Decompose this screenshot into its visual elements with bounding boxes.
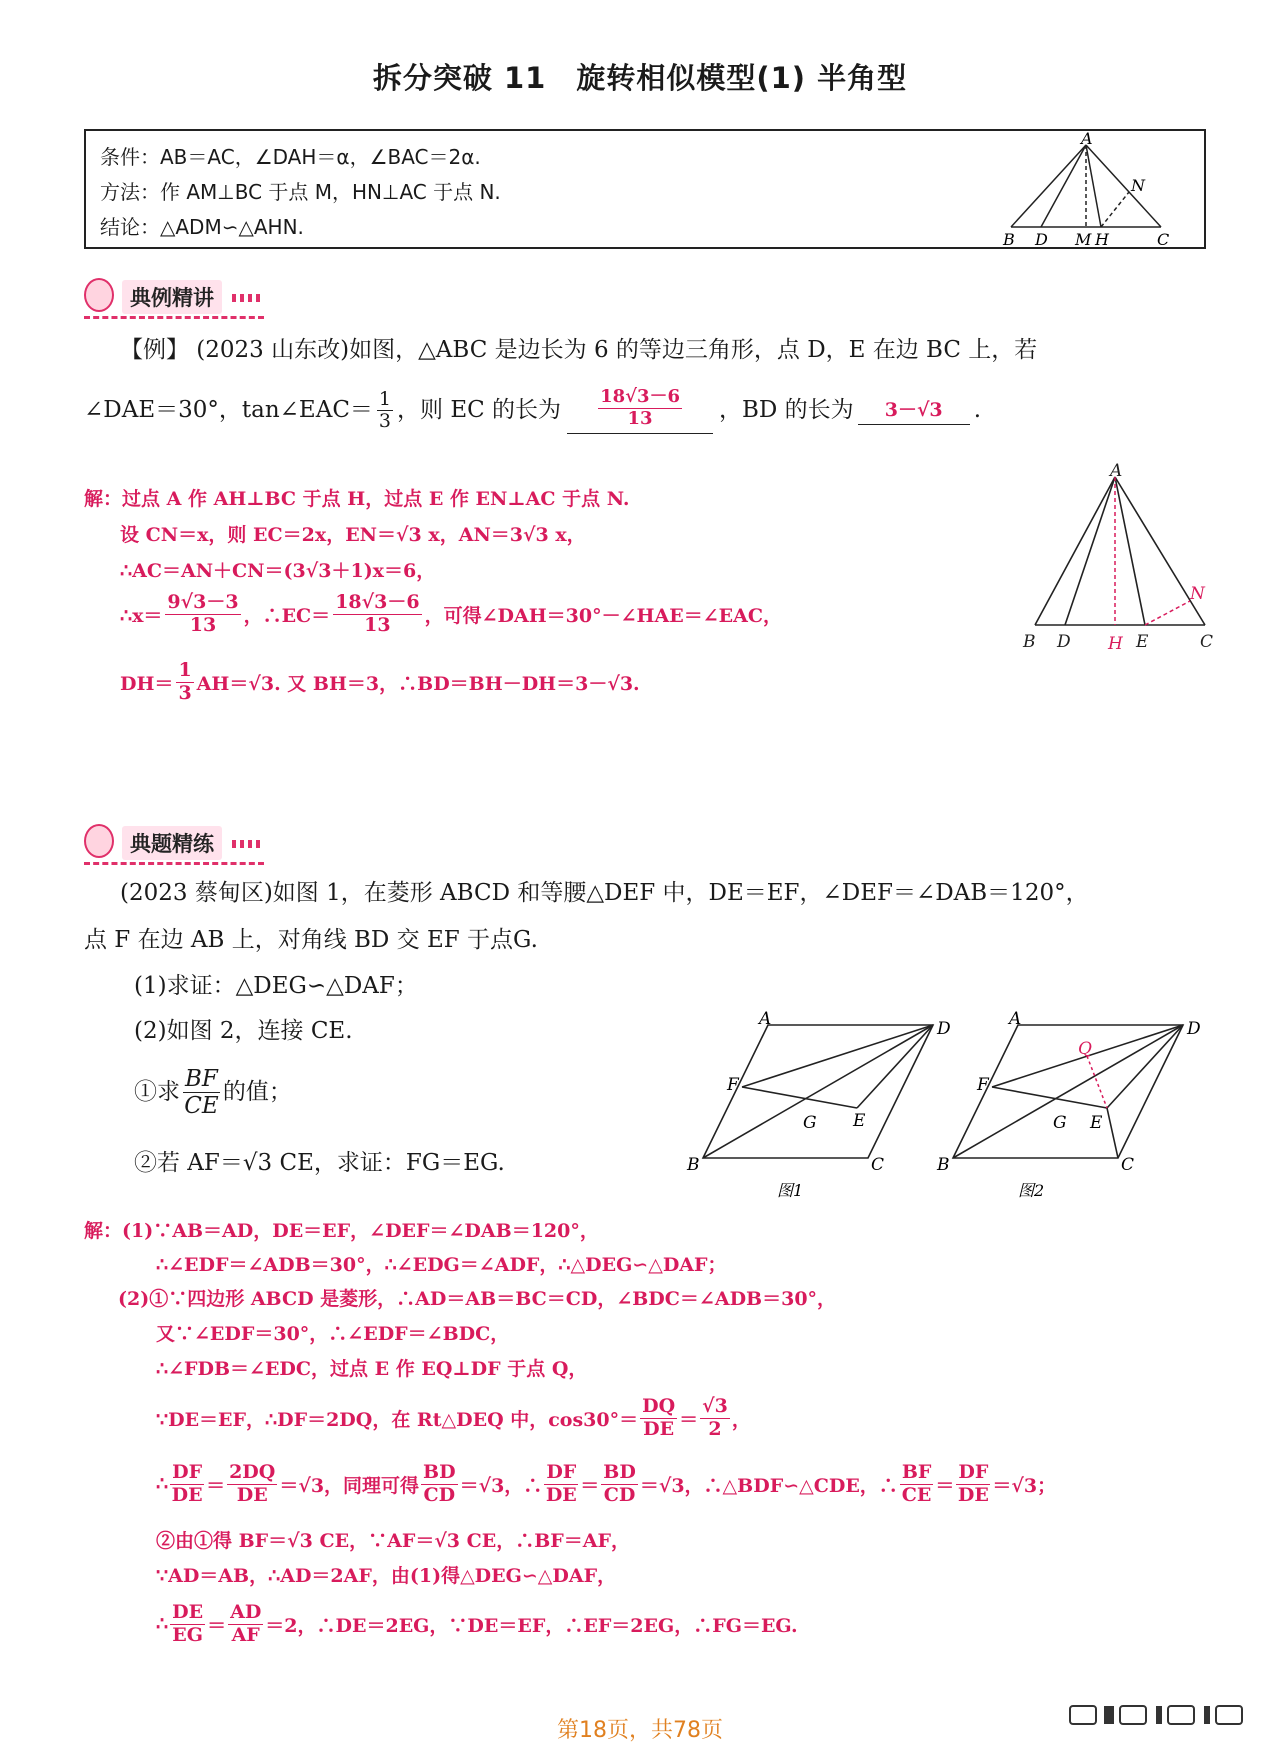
page-title: 拆分突破 11 旋转相似模型(1) 半角型 xyxy=(372,61,908,95)
solution-line: ②由①得 BF＝√3 CE，∵AF＝√3 CE，∴BF＝AF， xyxy=(156,1530,631,1552)
label-B: B xyxy=(937,1155,950,1175)
label-H: H xyxy=(1108,634,1123,654)
problem-text: ∠DAE＝30°，tan∠EAC＝ xyxy=(84,396,373,423)
label-G: G xyxy=(803,1113,817,1133)
practice-problem-line1: (2023 蔡甸区)如图 1，在菱形 ABCD 和等腰△DEF 中，DE＝EF，∠DEF＝∠DAB＝120°， xyxy=(120,880,1089,906)
mascot-icon xyxy=(84,824,114,858)
label-N: N xyxy=(1190,584,1205,604)
label-D: D xyxy=(1187,1019,1201,1039)
fraction: 1 3 xyxy=(178,659,192,704)
fraction: BD CD xyxy=(603,1461,636,1506)
decorative-stripes xyxy=(232,294,262,302)
solution-line: ∴∠FDB＝∠EDC，过点 E 作 EQ⊥DF 于点 Q， xyxy=(156,1358,588,1380)
fraction: AD AF xyxy=(230,1601,262,1646)
solution-line: ∴AC＝AN＋CN＝(3√3＋1)x＝6， xyxy=(120,560,436,582)
label-A: A xyxy=(759,1009,772,1029)
fraction: DQ DE xyxy=(642,1395,676,1440)
section-label: 典题精练 xyxy=(122,826,222,860)
solution-line: ∴∠EDF＝∠ADB＝30°，∴∠EDG＝∠ADF，∴△DEG∽△DAF； xyxy=(156,1254,727,1276)
example-triangle-figure xyxy=(1020,461,1220,655)
solution-line: 设 CN＝x，则 EC＝2x，EN＝√3 x，AN＝3√3 x， xyxy=(120,524,586,546)
fraction-one-third: 1 3 xyxy=(378,388,392,433)
fraction: 9√3－3 13 xyxy=(167,591,239,636)
example-problem-line1: 【例】 (2023 山东改)如图，△ABC 是边长为 6 的等边三角形，点 D，E 在边 BC 上，若 xyxy=(120,337,1038,363)
decorative-stripes xyxy=(232,840,262,848)
label-A: A xyxy=(1110,461,1123,481)
label-B: B xyxy=(687,1155,700,1175)
section-banner-practice xyxy=(84,822,264,865)
solution-line: ∴ DF DE ＝ 2DQ DE ＝√3，同理可得 BD CD ＝√3，∴ DF DE ＝ BD CD ＝√3，∴△BDF∽△CDE，∴ BF CE ＝ DF DE ＝√3； xyxy=(156,1461,1057,1506)
question-1: (1)求证：△DEG∽△DAF； xyxy=(134,973,418,999)
label-D: D xyxy=(1035,230,1048,249)
fraction: DE EG xyxy=(172,1601,204,1646)
fraction: 18√3－6 13 xyxy=(335,591,420,636)
figure-caption: 图1 xyxy=(777,1181,804,1200)
label-E: E xyxy=(853,1111,866,1131)
label-E: E xyxy=(1090,1113,1103,1133)
fraction: BD CD xyxy=(423,1461,456,1506)
label-M: M xyxy=(1075,230,1092,249)
solution-line: ∵DE＝EF，∴DF＝2DQ，在 Rt△DEQ 中，cos30°＝ DQ DE ＝ √3 2 ， xyxy=(156,1395,751,1440)
fraction: √3 2 xyxy=(702,1395,728,1440)
solution-line: DH＝ 1 3 AH＝√3. 又 BH＝3，∴BD＝BH－DH＝3－√3. xyxy=(120,659,640,704)
label-C: C xyxy=(1200,632,1214,652)
solution-line: ∵AD＝AB，∴AD＝2AF，由(1)得△DEG∽△DAF， xyxy=(156,1565,617,1587)
half-angle-model-figure xyxy=(1001,129,1181,249)
fraction: BF CE xyxy=(901,1461,932,1506)
label-D: D xyxy=(1057,632,1071,652)
section-banner-example xyxy=(84,276,264,319)
problem-text: ，BD 的长为 xyxy=(719,396,854,423)
label-N: N xyxy=(1131,176,1145,195)
fraction: DF DE xyxy=(957,1461,989,1506)
label-B: B xyxy=(1023,632,1036,652)
fraction: 2DQ DE xyxy=(229,1461,276,1506)
solution-line: 解：(1)∵AB＝AD，DE＝EF，∠DEF＝∠DAB＝120°， xyxy=(84,1220,599,1242)
question-2: (2)如图 2，连接 CE. xyxy=(134,1018,353,1044)
solution-line: (2)①∵四边形 ABCD 是菱形，∴AD＝AB＝BC＝CD，∠BDC＝∠ADB＝30°， xyxy=(118,1288,837,1310)
label-C: C xyxy=(1121,1155,1135,1175)
label-F: F xyxy=(727,1075,739,1095)
solution-line: ∴x＝ 9√3－3 13 ，∴EC＝ 18√3－6 13 ，可得∠DAH＝30°－∠HAE＝∠EAC， xyxy=(120,591,782,636)
label-F: F xyxy=(977,1075,989,1095)
solution-line: 解：过点 A 作 AH⊥BC 于点 H，过点 E 作 EN⊥AC 于点 N. xyxy=(84,488,630,510)
label-A: A xyxy=(1081,129,1093,148)
condition-text: 条件：AB＝AC，∠DAH＝α，∠BAC＝2α. xyxy=(100,145,481,169)
rhombus-figure-1 xyxy=(685,1009,951,1200)
mascot-icon xyxy=(84,278,114,312)
label-B: B xyxy=(1003,230,1015,249)
rhombus-figure-2 xyxy=(935,1010,1215,1200)
fraction: DF DE xyxy=(171,1461,203,1506)
label-D: D xyxy=(937,1019,951,1039)
practice-problem-line2: 点 F 在边 AB 上，对角线 BD 交 EF 于点G. xyxy=(84,927,538,953)
corner-bars-icon xyxy=(1070,1700,1260,1730)
section-label: 典例精讲 xyxy=(122,280,222,314)
label-C: C xyxy=(1157,230,1170,249)
conclusion-text: 结论：△ADM∽△AHN. xyxy=(100,215,304,239)
label-G: G xyxy=(1053,1113,1067,1133)
label-Q: Q xyxy=(1078,1039,1092,1059)
question-2b: ②若 AF＝√3 CE，求证：FG＝EG. xyxy=(134,1150,505,1176)
solution-line: ∴ DE EG ＝ AD AF ＝2，∴DE＝2EG，∵DE＝EF，∴EF＝2EG，∴FG＝EG. xyxy=(156,1601,798,1646)
label-C: C xyxy=(871,1155,885,1175)
solution-line: 又∵∠EDF＝30°，∴∠EDF＝∠BDC， xyxy=(156,1323,510,1345)
page-number: 第18页，共78页 xyxy=(557,1718,723,1743)
answer-blank-ec: 18√3－6 13 xyxy=(567,387,713,434)
figure-caption: 图2 xyxy=(1018,1181,1045,1200)
label-A: A xyxy=(1009,1009,1022,1029)
label-E: E xyxy=(1136,632,1149,652)
method-text: 方法：作 AM⊥BC 于点 M，HN⊥AC 于点 N. xyxy=(100,180,501,204)
summary-box xyxy=(84,129,1206,249)
fraction-bf-ce: BF CE xyxy=(184,1066,219,1120)
problem-text: ，则 EC 的长为 xyxy=(397,396,562,423)
example-problem-line2: ∠DAE＝30°，tan∠EAC＝ 1 3 ，则 EC 的长为 18√3－6 13 ，BD 的长为 3－√3 . xyxy=(84,387,981,434)
label-H: H xyxy=(1095,230,1109,249)
question-2a: ①求 BF CE 的值； xyxy=(134,1066,292,1120)
fraction: DF DE xyxy=(545,1461,577,1506)
answer-blank-bd: 3－√3 xyxy=(858,396,970,425)
